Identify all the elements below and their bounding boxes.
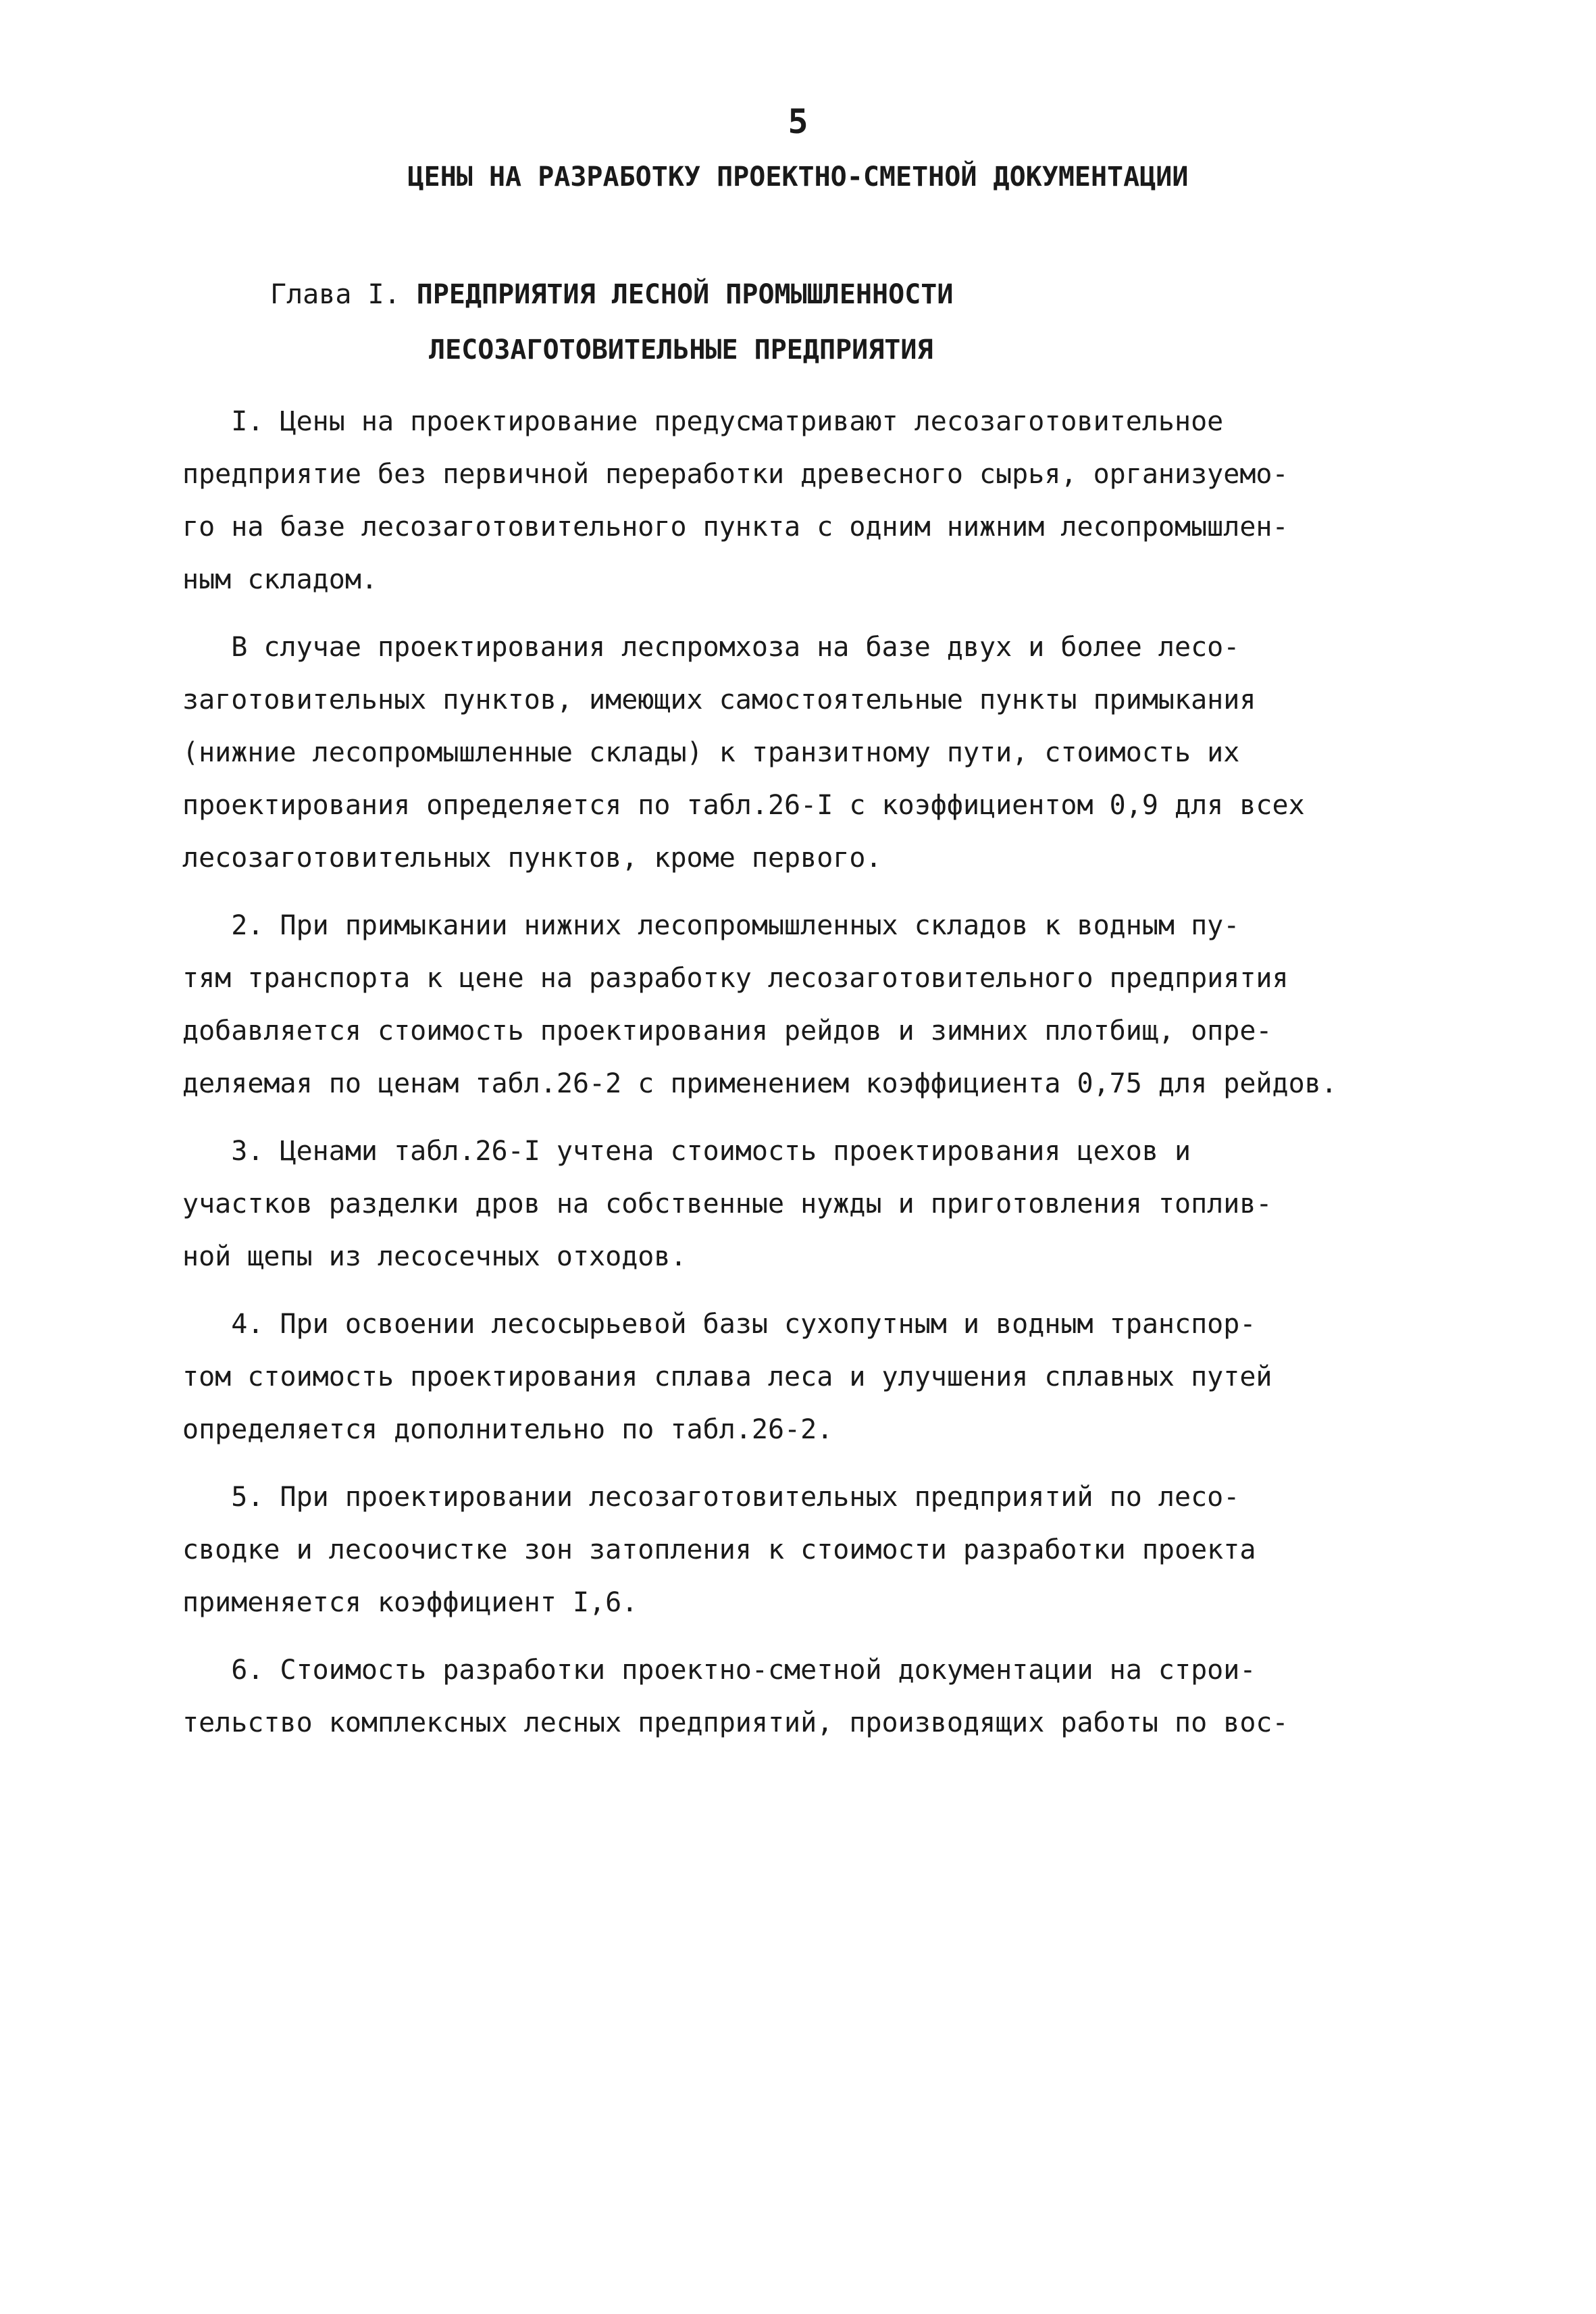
paragraph-6	[182, 1644, 1439, 1749]
text-line: ной щепы из лесосечных отходов.	[182, 1241, 687, 1272]
text-line: 3. Ценами табл.26-I учтена стоимость проектирования цехов и	[182, 1136, 1191, 1167]
chapter-heading-line	[270, 267, 953, 322]
text-line: лесозаготовительных пунктов, кроме первого.	[182, 842, 882, 874]
text-line: применяется коэффициент I,6.	[182, 1587, 638, 1618]
text-line: тям транспорта к цене на разработку лесозаготовительного предприятия	[182, 963, 1289, 994]
document-title: ЦЕНЫ НА РАЗРАБОТКУ ПРОЕКТНО-СМЕТНОЙ ДОКУМЕНТАЦИИ	[407, 161, 1189, 193]
text-line: 5. При проектировании лесозаготовительных предприятий по лесо-	[182, 1482, 1240, 1513]
text-line: добавляется стоимость проектирования рейдов и зимних плотбищ, опре-	[182, 1015, 1272, 1047]
chapter-label: Глава I.	[270, 279, 401, 310]
text-line: ным складом.	[182, 564, 378, 595]
text-line: го на базе лесозаготовительного пункта с одним нижним лесопромышлен-	[182, 511, 1289, 543]
paragraph-4	[182, 1298, 1439, 1456]
text-line: (нижние лесопромышленные склады) к транзитному пути, стоимость их	[182, 737, 1240, 768]
text-line: том стоимость проектирования сплава леса и улучшения сплавных путей	[182, 1361, 1272, 1392]
paragraph-5	[182, 1471, 1439, 1629]
text-line: 6. Стоимость разработки проектно-сметной документации на строи-	[182, 1655, 1256, 1686]
text-line: предприятие без первичной переработки древесного сырья, организуемо-	[182, 459, 1289, 490]
text-line: 2. При примыкании нижних лесопромышленных складов к водным пу-	[182, 910, 1240, 941]
chapter-title: ПРЕДПРИЯТИЯ ЛЕСНОЙ ПРОМЫШЛЕННОСТИ	[416, 279, 954, 310]
paragraph-1-continued	[182, 621, 1439, 884]
text-line: деляемая по ценам табл.26-2 с применением коэффициента 0,75 для рейдов.	[182, 1068, 1337, 1099]
page-number: 5	[788, 102, 808, 141]
paragraph-2	[182, 899, 1439, 1110]
text-line: I. Цены на проектирование предусматривают лесозаготовительное	[182, 406, 1224, 437]
chapter-heading	[270, 267, 953, 378]
text-line: заготовительных пунктов, имеющих самостоятельные пункты примыкания	[182, 684, 1256, 715]
body-text	[182, 395, 1439, 1764]
text-line: участков разделки дров на собственные нужды и приготовления топлив-	[182, 1188, 1272, 1219]
paragraph-3	[182, 1125, 1439, 1283]
text-line: проектирования определяется по табл.26-I с коэффициентом 0,9 для всех	[182, 790, 1305, 821]
text-line: определяется дополнительно по табл.26-2.	[182, 1414, 833, 1445]
chapter-subtitle: ЛЕСОЗАГОТОВИТЕЛЬНЫЕ ПРЕДПРИЯТИЯ	[429, 334, 933, 366]
text-line: 4. При освоении лесосырьевой базы сухопутным и водным транспор-	[182, 1309, 1256, 1340]
paragraph-1	[182, 395, 1439, 606]
text-line: тельство комплексных лесных предприятий, производящих работы по вос-	[182, 1707, 1289, 1738]
text-line: сводке и лесоочистке зон затопления к стоимости разработки проекта	[182, 1534, 1256, 1565]
text-line: В случае проектирования леспромхоза на базе двух и более лесо-	[182, 632, 1240, 663]
